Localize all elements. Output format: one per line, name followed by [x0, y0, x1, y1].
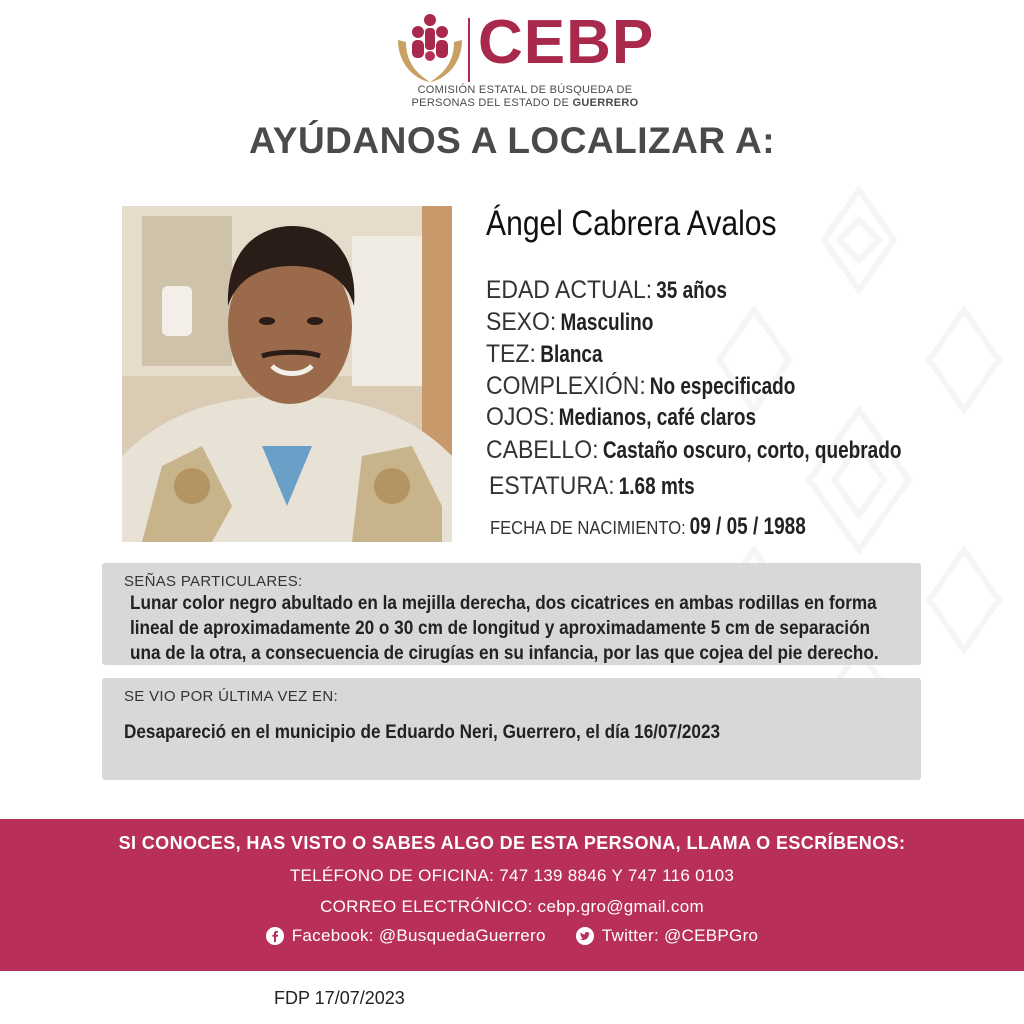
field-cabello — [486, 436, 950, 465]
logo-subtitle-line2: PERSONAS DEL ESTADO DE GUERRERO — [411, 97, 639, 109]
cabello-label: CABELLO: — [486, 436, 599, 464]
logo-text: CEBP — [478, 8, 655, 77]
ultima-vez-text: Desapareció en el municipio de Eduardo Neri, Guerrero, el día 16/07/2023 — [124, 721, 721, 743]
complexion-value: No especificado — [649, 373, 796, 400]
edad-value: 35 años — [656, 277, 727, 304]
senas-title: SEÑAS PARTICULARES: — [124, 573, 303, 590]
senas-line: lineal de aproximadamente 20 o 30 cm de longitud y aproximadamente 5 cm de separación — [130, 617, 871, 639]
person-photo — [122, 206, 452, 542]
facebook-handle[interactable]: Facebook: @BusquedaGuerrero — [291, 926, 546, 945]
ojos-value: Medianos, café claros — [559, 404, 757, 431]
headline: AYÚDANOS A LOCALIZAR A: — [248, 120, 776, 161]
field-edad — [486, 276, 738, 305]
person-name: Ángel Cabrera Avalos — [486, 204, 777, 243]
estatura-label: ESTATURA: — [489, 472, 615, 500]
cabello-value: Castaño oscuro, corto, quebrado — [602, 437, 902, 464]
contact-email: CORREO ELECTRÓNICO: cebp.gro@gmail.com — [320, 897, 704, 916]
twitter-handle[interactable]: Twitter: @CEBPGro — [601, 926, 759, 945]
senas-text — [130, 591, 887, 666]
facebook-icon — [266, 927, 284, 945]
field-estatura — [489, 472, 707, 501]
cebp-logo — [394, 8, 654, 112]
logo-divider — [468, 18, 470, 82]
senas-line: Lunar color negro abultado en la mejilla derecha, dos cicatrices en ambas rodillas en forma — [130, 592, 877, 614]
field-tez — [486, 340, 612, 369]
nacimiento-value: 09 / 05 / 1988 — [689, 513, 806, 540]
field-complexion — [486, 372, 819, 401]
contact-social — [0, 926, 1024, 946]
senas-line: una de la otra, a consecuencia de cirugías en su infancia, por las que cojea del pie derecho. — [130, 642, 879, 664]
tez-label: TEZ: — [486, 340, 536, 368]
logo-subtitle-line1: COMISIÓN ESTATAL DE BÚSQUEDA DE — [417, 84, 633, 96]
field-nacimiento — [490, 513, 825, 541]
contact-band — [0, 819, 1024, 971]
contact-phone: TELÉFONO DE OFICINA: 747 139 8846 Y 747 116 0103 — [289, 866, 735, 885]
edad-label: EDAD ACTUAL: — [486, 276, 653, 304]
senas-box — [102, 563, 921, 665]
complexion-label: COMPLEXIÓN: — [486, 372, 646, 400]
ultima-vez-title: SE VIO POR ÚLTIMA VEZ EN: — [124, 688, 338, 705]
ultima-vez-box — [102, 678, 921, 780]
family-hands-emblem-icon — [394, 10, 466, 84]
nacimiento-label: FECHA DE NACIMIENTO: — [490, 518, 686, 538]
sexo-label: SEXO: — [486, 308, 557, 336]
field-sexo — [486, 308, 668, 337]
estatura-value: 1.68 mts — [618, 473, 695, 500]
ojos-label: OJOS: — [486, 403, 556, 431]
field-ojos — [486, 403, 789, 432]
contact-call-to-action: SI CONOCES, HAS VISTO O SABES ALGO DE ESTA PERSONA, LLAMA O ESCRÍBENOS: — [118, 833, 906, 853]
twitter-icon — [576, 927, 594, 945]
tez-value: Blanca — [539, 341, 603, 368]
fdp-date: FDP 17/07/2023 — [274, 988, 405, 1008]
sexo-value: Masculino — [560, 309, 654, 336]
